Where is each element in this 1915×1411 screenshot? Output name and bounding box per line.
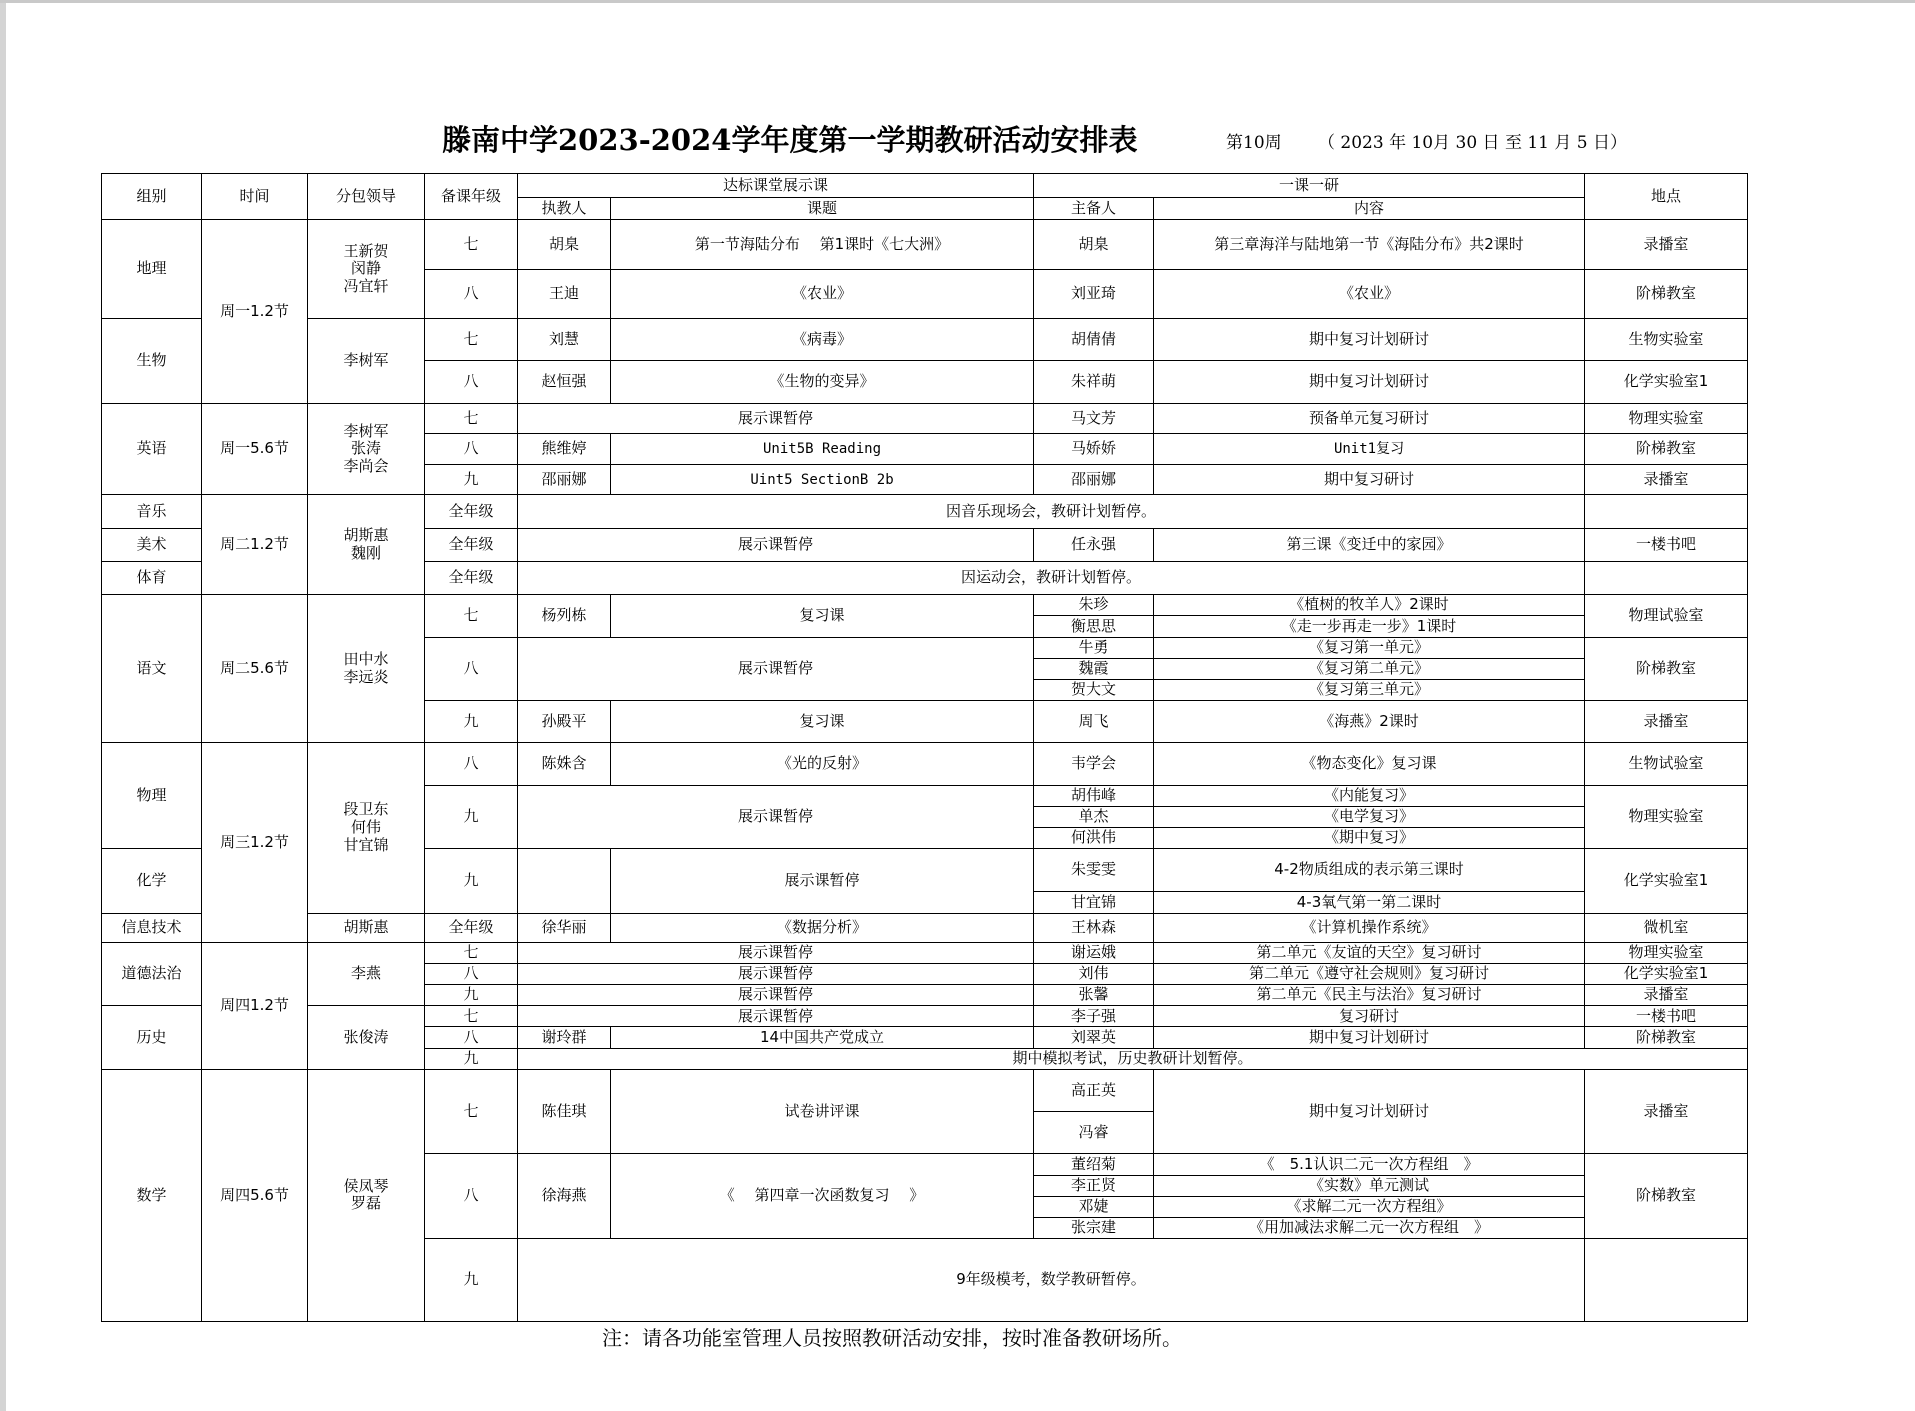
content-cell: 《 5.1认识二元一次方程组 》 [1154,1154,1585,1175]
content-cell: 《实数》单元测试 [1154,1175,1585,1196]
header-teacher: 执教人 [518,198,611,220]
teacher-cell: 杨列栋 [518,595,611,637]
location-cell [1585,561,1748,594]
header-leader: 分包领导 [308,174,425,220]
preparer-cell: 朱珍 [1034,595,1154,616]
grade-cell: 七 [425,942,518,963]
header-group: 组别 [102,174,202,220]
content-cell: 《计算机操作系统》 [1154,913,1585,942]
grade-cell: 九 [425,785,518,848]
header-topic: 课题 [611,198,1034,220]
content-cell: 《走一步再走一步》1课时 [1154,616,1585,637]
location-cell: 化学实验室1 [1585,849,1748,913]
preparer-cell: 董绍菊 [1034,1154,1154,1175]
grade-cell: 八 [425,361,518,403]
page-title: 滕南中学2023-2024学年度第一学期教研活动安排表 [442,123,1138,157]
teacher-cell: 胡臬 [518,220,611,269]
preparer-cell: 甘宜锦 [1034,892,1154,913]
content-cell: 4-3氧气第一第二课时 [1154,892,1585,913]
grade-cell: 八 [425,963,518,984]
content-cell: 《植树的牧羊人》2课时 [1154,595,1585,616]
location-cell: 录播室 [1585,701,1748,743]
suspension-note: 期中模拟考试，历史教研计划暂停。 [518,1048,1748,1069]
header-lead-preparer: 主备人 [1034,198,1154,220]
grade-cell: 八 [425,434,518,465]
grade-cell: 七 [425,403,518,433]
suspension-note: 9年级模考，数学教研暂停。 [518,1239,1585,1322]
location-cell [1585,495,1748,528]
topic-cell: 14中国共产党成立 [611,1027,1034,1048]
grade-cell: 八 [425,1154,518,1239]
suspension-note: 因音乐现场会，教研计划暂停。 [518,495,1585,528]
grade-cell: 九 [425,849,518,913]
topic-cell: 《数据分析》 [611,913,1034,942]
content-cell: 复习研讨 [1154,1006,1585,1027]
teacher-cell: 徐华丽 [518,913,611,942]
preparer-cell: 刘翠英 [1034,1027,1154,1048]
content-cell: 4-2物质组成的表示第三课时 [1154,849,1585,892]
location-cell: 生物实验室 [1585,319,1748,361]
preparer-cell: 胡伟峰 [1034,785,1154,806]
header-time: 时间 [202,174,308,220]
grade-cell: 九 [425,701,518,743]
content-cell: 《农业》 [1154,269,1585,318]
location-cell: 录播室 [1585,1069,1748,1154]
time-cell: 周二1.2节 [202,495,308,595]
group-cell: 化学 [102,849,202,913]
topic-cell: 《 第四章一次函数复习 》 [611,1154,1034,1239]
topic-cell: 第一节海陆分布 第1课时《七大洲》 [611,220,1034,269]
preparer-cell: 魏霞 [1034,658,1154,679]
leader-cell: 王新贺 闵静 冯宜轩 [308,220,425,319]
preparer-cell: 马文芳 [1034,403,1154,433]
content-cell: 第三课《变迁中的家园》 [1154,528,1585,561]
leader-cell: 李树军 [308,319,425,404]
content-cell: 期中复习计划研讨 [1154,1069,1585,1154]
content-cell: 《期中复习》 [1154,827,1585,848]
content-cell: 《用加减法求解二元一次方程组 》 [1154,1217,1585,1238]
preparer-cell: 张馨 [1034,985,1154,1006]
location-cell: 物理实验室 [1585,403,1748,433]
preparer-cell: 李子强 [1034,1006,1154,1027]
topic-cell: 展示课暂停 [518,985,1034,1006]
leader-cell: 李树军 张涛 李尚会 [308,403,425,495]
grade-cell: 七 [425,319,518,361]
teacher-cell: 邵丽娜 [518,465,611,495]
teacher-cell: 陈姝含 [518,743,611,785]
topic-cell: 展示课暂停 [611,849,1034,913]
topic-cell: 展示课暂停 [518,1006,1034,1027]
preparer-cell: 牛勇 [1034,637,1154,658]
content-cell: 期中复习计划研讨 [1154,319,1585,361]
leader-cell: 侯凤琴 罗磊 [308,1069,425,1321]
topic-cell: Uint5 SectionB 2b [611,465,1034,495]
header-location: 地点 [1585,174,1748,220]
teacher-cell: 赵恒强 [518,361,611,403]
grade-cell: 七 [425,1006,518,1027]
preparer-cell: 马娇娇 [1034,434,1154,465]
grade-cell: 九 [425,1239,518,1322]
group-cell: 地理 [102,220,202,319]
location-cell: 录播室 [1585,985,1748,1006]
teacher-cell: 刘慧 [518,319,611,361]
group-cell: 信息技术 [102,913,202,942]
leader-cell: 张俊涛 [308,1006,425,1069]
content-cell: 预备单元复习研讨 [1154,403,1585,433]
preparer-cell: 谢运娥 [1034,942,1154,963]
location-cell: 一楼书吧 [1585,528,1748,561]
preparer-cell: 何洪伟 [1034,827,1154,848]
location-cell: 化学实验室1 [1585,963,1748,984]
location-cell [1585,1239,1748,1322]
preparer-cell: 胡倩倩 [1034,319,1154,361]
location-cell: 录播室 [1585,465,1748,495]
location-cell: 化学实验室1 [1585,361,1748,403]
topic-cell: 试卷讲评课 [611,1069,1034,1154]
content-cell: 《物态变化》复习课 [1154,743,1585,785]
teacher-cell: 谢玲群 [518,1027,611,1048]
topic-cell: 复习课 [611,595,1034,637]
grade-cell: 八 [425,1027,518,1048]
group-cell: 历史 [102,1006,202,1069]
preparer-cell: 冯睿 [1034,1112,1154,1154]
grade-cell: 全年级 [425,913,518,942]
topic-cell: 《病毒》 [611,319,1034,361]
group-cell: 美术 [102,528,202,561]
group-cell: 语文 [102,595,202,743]
grade-cell: 全年级 [425,495,518,528]
location-cell: 阶梯教室 [1585,269,1748,318]
location-cell: 阶梯教室 [1585,637,1748,700]
header-research: 一课一研 [1034,174,1585,198]
time-cell: 周一1.2节 [202,220,308,403]
preparer-cell: 刘亚琦 [1034,269,1154,318]
time-cell: 周四1.2节 [202,942,308,1069]
content-cell: 《海燕》2课时 [1154,701,1585,743]
time-cell: 周二5.6节 [202,595,308,743]
teacher-cell: 徐海燕 [518,1154,611,1239]
leader-cell: 田中水 李远炎 [308,595,425,743]
topic-cell: 展示课暂停 [518,785,1034,848]
topic-cell: 展示课暂停 [518,528,1034,561]
grade-cell: 全年级 [425,528,518,561]
preparer-cell: 高正英 [1034,1069,1154,1111]
location-cell: 阶梯教室 [1585,1027,1748,1048]
topic-cell: 展示课暂停 [518,403,1034,433]
preparer-cell: 胡臬 [1034,220,1154,269]
group-cell: 体育 [102,561,202,594]
group-cell: 英语 [102,403,202,495]
preparer-cell: 王林森 [1034,913,1154,942]
location-cell: 物理试验室 [1585,595,1748,637]
location-cell: 物理实验室 [1585,942,1748,963]
topic-cell: 《生物的变异》 [611,361,1034,403]
teacher-cell: 孙殿平 [518,701,611,743]
week-label: 第10周 [1226,133,1282,153]
content-cell: 第三章海洋与陆地第一节《海陆分布》共2课时 [1154,220,1585,269]
header-grade: 备课年级 [425,174,518,220]
topic-cell: 展示课暂停 [518,637,1034,700]
topic-cell: 《农业》 [611,269,1034,318]
grade-cell: 九 [425,985,518,1006]
content-cell: 第二单元《民主与法治》复习研讨 [1154,985,1585,1006]
grade-cell: 全年级 [425,561,518,594]
topic-cell: Unit5B Reading [611,434,1034,465]
grade-cell: 七 [425,595,518,637]
location-cell: 一楼书吧 [1585,1006,1748,1027]
preparer-cell: 任永强 [1034,528,1154,561]
content-cell: 期中复习计划研讨 [1154,361,1585,403]
preparer-cell: 单杰 [1034,806,1154,827]
content-cell: 《求解二元一次方程组》 [1154,1196,1585,1217]
group-cell: 物理 [102,743,202,849]
topic-cell: 《光的反射》 [611,743,1034,785]
preparer-cell: 邵丽娜 [1034,465,1154,495]
content-cell: 期中复习研讨 [1154,465,1585,495]
group-cell: 音乐 [102,495,202,528]
location-cell: 阶梯教室 [1585,1154,1748,1239]
preparer-cell: 李正贤 [1034,1175,1154,1196]
time-cell: 周四5.6节 [202,1069,308,1321]
topic-cell: 展示课暂停 [518,963,1034,984]
grade-cell: 八 [425,269,518,318]
schedule-table [101,173,1748,1322]
leader-cell: 胡斯惠 魏刚 [308,495,425,595]
location-cell: 录播室 [1585,220,1748,269]
content-cell: 《复习第二单元》 [1154,658,1585,679]
location-cell: 物理实验室 [1585,785,1748,848]
header-content: 内容 [1154,198,1585,220]
footnote: 注：请各功能室管理人员按照教研活动安排，按时准备教研场所。 [602,1326,1182,1350]
preparer-cell: 朱祥萌 [1034,361,1154,403]
group-cell: 道德法治 [102,942,202,1005]
leader-cell: 胡斯惠 [308,913,425,942]
content-cell: 期中复习计划研讨 [1154,1027,1585,1048]
preparer-cell: 刘伟 [1034,963,1154,984]
grade-cell: 八 [425,743,518,785]
group-cell: 生物 [102,319,202,404]
content-cell: Unit1复习 [1154,434,1585,465]
grade-cell: 九 [425,1048,518,1069]
location-cell: 微机室 [1585,913,1748,942]
leader-cell: 李燕 [308,942,425,1005]
grade-cell: 九 [425,465,518,495]
topic-cell: 复习课 [611,701,1034,743]
preparer-cell: 周飞 [1034,701,1154,743]
topic-cell: 展示课暂停 [518,942,1034,963]
grade-cell: 七 [425,1069,518,1154]
group-cell: 数学 [102,1069,202,1321]
time-cell: 周一5.6节 [202,403,308,495]
preparer-cell: 衡思思 [1034,616,1154,637]
time-cell: 周三1.2节 [202,743,308,943]
preparer-cell: 贺大文 [1034,679,1154,700]
content-cell: 第二单元《遵守社会规则》复习研讨 [1154,963,1585,984]
teacher-cell [518,849,611,913]
location-cell: 生物试验室 [1585,743,1748,785]
grade-cell: 八 [425,637,518,700]
grade-cell: 七 [425,220,518,269]
preparer-cell: 张宗建 [1034,1217,1154,1238]
content-cell: 《复习第三单元》 [1154,679,1585,700]
teacher-cell: 熊维婷 [518,434,611,465]
content-cell: 第二单元《友谊的天空》复习研讨 [1154,942,1585,963]
content-cell: 《复习第一单元》 [1154,637,1585,658]
content-cell: 《内能复习》 [1154,785,1585,806]
preparer-cell: 邓婕 [1034,1196,1154,1217]
leader-cell: 段卫东 何伟 甘宜锦 [308,743,425,913]
location-cell: 阶梯教室 [1585,434,1748,465]
header-showcase: 达标课堂展示课 [518,174,1034,198]
preparer-cell: 朱雯雯 [1034,849,1154,892]
date-range: （ 2023 年 10月 30 日 至 11 月 5 日） [1318,133,1628,153]
suspension-note: 因运动会，教研计划暂停。 [518,561,1585,594]
teacher-cell: 陈佳琪 [518,1069,611,1154]
preparer-cell: 韦学会 [1034,743,1154,785]
teacher-cell: 王迪 [518,269,611,318]
content-cell: 《电学复习》 [1154,806,1585,827]
